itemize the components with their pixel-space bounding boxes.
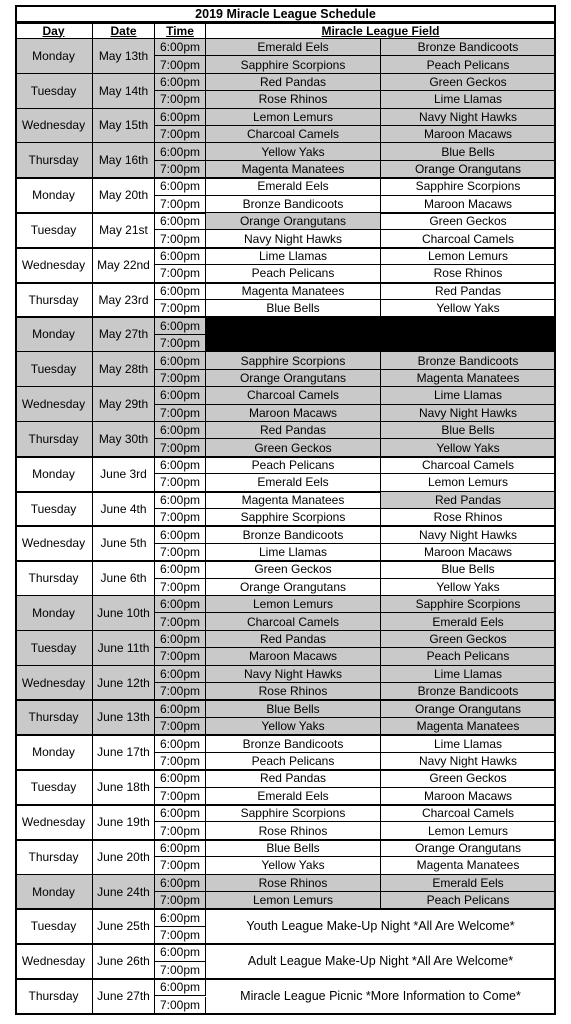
home-team: Charcoal Camels — [206, 126, 381, 143]
day-cell: Wednesday — [15, 944, 93, 979]
time-cell: 6:00pm — [155, 143, 206, 160]
time-cell: 6:00pm — [155, 805, 206, 822]
home-team: Magenta Manatees — [206, 283, 381, 300]
away-team: Magenta Manatees — [381, 718, 556, 735]
home-team: Sapphire Scorpions — [206, 509, 381, 526]
away-team: Navy Night Hawks — [381, 753, 556, 770]
home-team: Blue Bells — [206, 300, 381, 317]
home-team: Sapphire Scorpions — [206, 56, 381, 73]
time-cell: 7:00pm — [155, 753, 206, 770]
home-team: Red Pandas — [206, 770, 381, 787]
away-team: Orange Orangutans — [381, 161, 556, 178]
away-team: Magenta Manatees — [381, 370, 556, 387]
time-cell: 6:00pm — [155, 631, 206, 648]
date-cell: May 20th — [93, 178, 155, 213]
away-team: Orange Orangutans — [381, 840, 556, 857]
date-cell: June 6th — [93, 561, 155, 596]
day-cell: Tuesday — [15, 631, 93, 666]
home-team: Green Geckos — [206, 561, 381, 578]
home-team: Rose Rhinos — [206, 91, 381, 108]
away-team: Magenta Manatees — [381, 857, 556, 874]
date-cell: June 3rd — [93, 457, 155, 492]
home-team: Red Pandas — [206, 74, 381, 91]
away-team: Green Geckos — [381, 770, 556, 787]
home-team: Charcoal Camels — [206, 613, 381, 630]
home-team: Blue Bells — [206, 701, 381, 718]
date-cell: May 28th — [93, 352, 155, 387]
away-team: Bronze Bandicoots — [381, 39, 556, 56]
time-cell: 6:00pm — [155, 875, 206, 892]
home-team: Lime Llamas — [206, 248, 381, 265]
time-cell: 6:00pm — [155, 352, 206, 369]
date-cell: June 26th — [93, 944, 155, 979]
time-cell: 6:00pm — [155, 701, 206, 718]
away-team: Peach Pelicans — [381, 56, 556, 73]
date-cell: June 17th — [93, 735, 155, 770]
date-cell: June 4th — [93, 492, 155, 527]
time-cell: 6:00pm — [155, 387, 206, 404]
home-team: Yellow Yaks — [206, 857, 381, 874]
time-cell: 6:00pm — [155, 596, 206, 613]
home-team: Bronze Bandicoots — [206, 735, 381, 752]
day-cell: Tuesday — [15, 492, 93, 527]
time-cell: 6:00pm — [155, 422, 206, 439]
home-team: Maroon Macaws — [206, 648, 381, 665]
time-cell: 6:00pm — [155, 178, 206, 195]
home-team: Rose Rhinos — [206, 875, 381, 892]
time-cell: 6:00pm — [155, 213, 206, 230]
date-cell: June 5th — [93, 526, 155, 561]
date-cell: June 18th — [93, 770, 155, 805]
away-team: Green Geckos — [381, 213, 556, 230]
away-team: Emerald Eels — [381, 875, 556, 892]
time-cell: 6:00pm — [155, 492, 206, 509]
day-cell: Wednesday — [15, 387, 93, 422]
time-cell: 7:00pm — [155, 822, 206, 839]
away-team: Yellow Yaks — [381, 439, 556, 456]
time-cell: 6:00pm — [155, 457, 206, 474]
date-cell: May 15th — [93, 109, 155, 144]
time-cell: 7:00pm — [155, 892, 206, 909]
away-team: Charcoal Camels — [381, 457, 556, 474]
away-team: Rose Rhinos — [381, 265, 556, 282]
home-team: Orange Orangutans — [206, 579, 381, 596]
date-cell: May 16th — [93, 143, 155, 178]
header-date: Date — [93, 23, 155, 39]
home-team: Red Pandas — [206, 631, 381, 648]
home-team: Emerald Eels — [206, 788, 381, 805]
home-team: Lemon Lemurs — [206, 109, 381, 126]
away-team: Green Geckos — [381, 631, 556, 648]
away-team: Emerald Eels — [381, 613, 556, 630]
time-cell: 6:00pm — [155, 74, 206, 91]
day-cell: Tuesday — [15, 770, 93, 805]
time-cell: 7:00pm — [155, 196, 206, 213]
away-team: Blue Bells — [381, 422, 556, 439]
home-team: Bronze Bandicoots — [206, 526, 381, 543]
home-team: Charcoal Camels — [206, 387, 381, 404]
home-team: Magenta Manatees — [206, 492, 381, 509]
time-cell: 6:00pm — [155, 248, 206, 265]
away-team: Sapphire Scorpions — [381, 596, 556, 613]
event-note: Youth League Make-Up Night *All Are Welcome* — [206, 910, 556, 945]
away-team: Sapphire Scorpions — [381, 178, 556, 195]
time-cell: 7:00pm — [155, 265, 206, 282]
event-note: Miracle League Picnic *More Information to Come* — [206, 979, 556, 1014]
day-cell: Thursday — [15, 283, 93, 318]
away-team: Peach Pelicans — [381, 892, 556, 909]
time-cell: 7:00pm — [155, 962, 206, 979]
time-cell: 7:00pm — [155, 474, 206, 491]
home-team: Navy Night Hawks — [206, 230, 381, 247]
away-team: Yellow Yaks — [381, 579, 556, 596]
time-cell: 7:00pm — [155, 509, 206, 526]
day-cell: Thursday — [15, 561, 93, 596]
away-team: Lime Llamas — [381, 666, 556, 683]
home-team: Peach Pelicans — [206, 753, 381, 770]
time-cell: 6:00pm — [155, 979, 206, 996]
time-cell: 7:00pm — [155, 788, 206, 805]
away-team: Peach Pelicans — [381, 648, 556, 665]
home-team: Orange Orangutans — [206, 213, 381, 230]
home-team: Yellow Yaks — [206, 718, 381, 735]
away-team: Bronze Bandicoots — [381, 683, 556, 700]
day-cell: Wednesday — [15, 805, 93, 840]
time-cell: 6:00pm — [155, 910, 206, 927]
schedule-sheet — [15, 5, 556, 1017]
header-field: Miracle League Field — [206, 23, 556, 39]
home-team: Magenta Manatees — [206, 161, 381, 178]
home-team: Orange Orangutans — [206, 370, 381, 387]
date-cell: May 30th — [93, 422, 155, 457]
day-cell: Monday — [15, 596, 93, 631]
home-team: Emerald Eels — [206, 178, 381, 195]
home-team: Maroon Macaws — [206, 405, 381, 422]
time-cell: 7:00pm — [155, 997, 206, 1014]
header-day: Day — [15, 23, 93, 39]
time-cell: 7:00pm — [155, 718, 206, 735]
day-cell: Thursday — [15, 701, 93, 736]
header-time: Time — [155, 23, 206, 39]
day-cell: Monday — [15, 318, 93, 353]
home-team: Red Pandas — [206, 422, 381, 439]
day-cell: Monday — [15, 875, 93, 910]
home-team: Sapphire Scorpions — [206, 352, 381, 369]
blackout-cell — [206, 318, 556, 353]
date-cell: May 21st — [93, 213, 155, 248]
away-team: Charcoal Camels — [381, 230, 556, 247]
date-cell: May 23rd — [93, 283, 155, 318]
time-cell: 7:00pm — [155, 56, 206, 73]
time-cell: 6:00pm — [155, 840, 206, 857]
home-team: Peach Pelicans — [206, 457, 381, 474]
time-cell: 6:00pm — [155, 109, 206, 126]
date-cell: June 10th — [93, 596, 155, 631]
day-cell: Monday — [15, 457, 93, 492]
date-cell: June 27th — [93, 979, 155, 1014]
time-cell: 7:00pm — [155, 648, 206, 665]
date-cell: June 20th — [93, 840, 155, 875]
date-cell: June 11th — [93, 631, 155, 666]
away-team: Navy Night Hawks — [381, 109, 556, 126]
event-note: Adult League Make-Up Night *All Are Welcome* — [206, 944, 556, 979]
away-team: Red Pandas — [381, 283, 556, 300]
day-cell: Tuesday — [15, 910, 93, 945]
home-team: Sapphire Scorpions — [206, 805, 381, 822]
away-team: Charcoal Camels — [381, 805, 556, 822]
away-team: Rose Rhinos — [381, 509, 556, 526]
home-team: Green Geckos — [206, 439, 381, 456]
time-cell: 6:00pm — [155, 944, 206, 961]
day-cell: Wednesday — [15, 526, 93, 561]
day-cell: Tuesday — [15, 74, 93, 109]
date-cell: May 29th — [93, 387, 155, 422]
away-team: Lemon Lemurs — [381, 248, 556, 265]
time-cell: 7:00pm — [155, 230, 206, 247]
away-team: Maroon Macaws — [381, 196, 556, 213]
schedule-title: 2019 Miracle League Schedule — [15, 5, 556, 23]
time-cell: 7:00pm — [155, 161, 206, 178]
away-team: Yellow Yaks — [381, 300, 556, 317]
day-cell: Tuesday — [15, 213, 93, 248]
away-team: Maroon Macaws — [381, 788, 556, 805]
time-cell: 7:00pm — [155, 405, 206, 422]
time-cell: 6:00pm — [155, 318, 206, 335]
away-team: Maroon Macaws — [381, 544, 556, 561]
away-team: Lemon Lemurs — [381, 822, 556, 839]
home-team: Lime Llamas — [206, 544, 381, 561]
time-cell: 7:00pm — [155, 335, 206, 352]
time-cell: 6:00pm — [155, 39, 206, 56]
away-team: Blue Bells — [381, 561, 556, 578]
day-cell: Thursday — [15, 979, 93, 1014]
time-cell: 7:00pm — [155, 126, 206, 143]
date-cell: June 24th — [93, 875, 155, 910]
home-team: Emerald Eels — [206, 474, 381, 491]
date-cell: May 22nd — [93, 248, 155, 283]
day-cell: Wednesday — [15, 666, 93, 701]
time-cell: 7:00pm — [155, 544, 206, 561]
time-cell: 6:00pm — [155, 770, 206, 787]
time-cell: 7:00pm — [155, 683, 206, 700]
home-team: Blue Bells — [206, 840, 381, 857]
time-cell: 7:00pm — [155, 579, 206, 596]
time-cell: 6:00pm — [155, 735, 206, 752]
home-team: Yellow Yaks — [206, 143, 381, 160]
time-cell: 6:00pm — [155, 283, 206, 300]
away-team: Orange Orangutans — [381, 701, 556, 718]
day-cell: Monday — [15, 39, 93, 74]
date-cell: May 13th — [93, 39, 155, 74]
time-cell: 6:00pm — [155, 561, 206, 578]
home-team: Rose Rhinos — [206, 822, 381, 839]
day-cell: Wednesday — [15, 109, 93, 144]
home-team: Navy Night Hawks — [206, 666, 381, 683]
away-team: Maroon Macaws — [381, 126, 556, 143]
time-cell: 7:00pm — [155, 857, 206, 874]
day-cell: Thursday — [15, 143, 93, 178]
date-cell: June 13th — [93, 701, 155, 736]
away-team: Blue Bells — [381, 143, 556, 160]
away-team: Bronze Bandicoots — [381, 352, 556, 369]
time-cell: 6:00pm — [155, 666, 206, 683]
date-cell: June 25th — [93, 910, 155, 945]
time-cell: 7:00pm — [155, 91, 206, 108]
away-team: Red Pandas — [381, 492, 556, 509]
home-team: Bronze Bandicoots — [206, 196, 381, 213]
day-cell: Wednesday — [15, 248, 93, 283]
day-cell: Monday — [15, 178, 93, 213]
time-cell: 6:00pm — [155, 526, 206, 543]
away-team: Lime Llamas — [381, 387, 556, 404]
day-cell: Monday — [15, 735, 93, 770]
date-cell: May 14th — [93, 74, 155, 109]
day-cell: Thursday — [15, 840, 93, 875]
away-team: Navy Night Hawks — [381, 405, 556, 422]
date-cell: May 27th — [93, 318, 155, 353]
date-cell: June 12th — [93, 666, 155, 701]
away-team: Lime Llamas — [381, 735, 556, 752]
day-cell: Tuesday — [15, 352, 93, 387]
time-cell: 7:00pm — [155, 370, 206, 387]
date-cell: June 19th — [93, 805, 155, 840]
time-cell: 7:00pm — [155, 613, 206, 630]
time-cell: 7:00pm — [155, 927, 206, 944]
time-cell: 7:00pm — [155, 439, 206, 456]
home-team: Lemon Lemurs — [206, 892, 381, 909]
time-cell: 7:00pm — [155, 300, 206, 317]
away-team: Navy Night Hawks — [381, 526, 556, 543]
home-team: Lemon Lemurs — [206, 596, 381, 613]
away-team: Green Geckos — [381, 74, 556, 91]
home-team: Rose Rhinos — [206, 683, 381, 700]
away-team: Lemon Lemurs — [381, 474, 556, 491]
day-cell: Thursday — [15, 422, 93, 457]
away-team: Lime Llamas — [381, 91, 556, 108]
home-team: Peach Pelicans — [206, 265, 381, 282]
home-team: Emerald Eels — [206, 39, 381, 56]
